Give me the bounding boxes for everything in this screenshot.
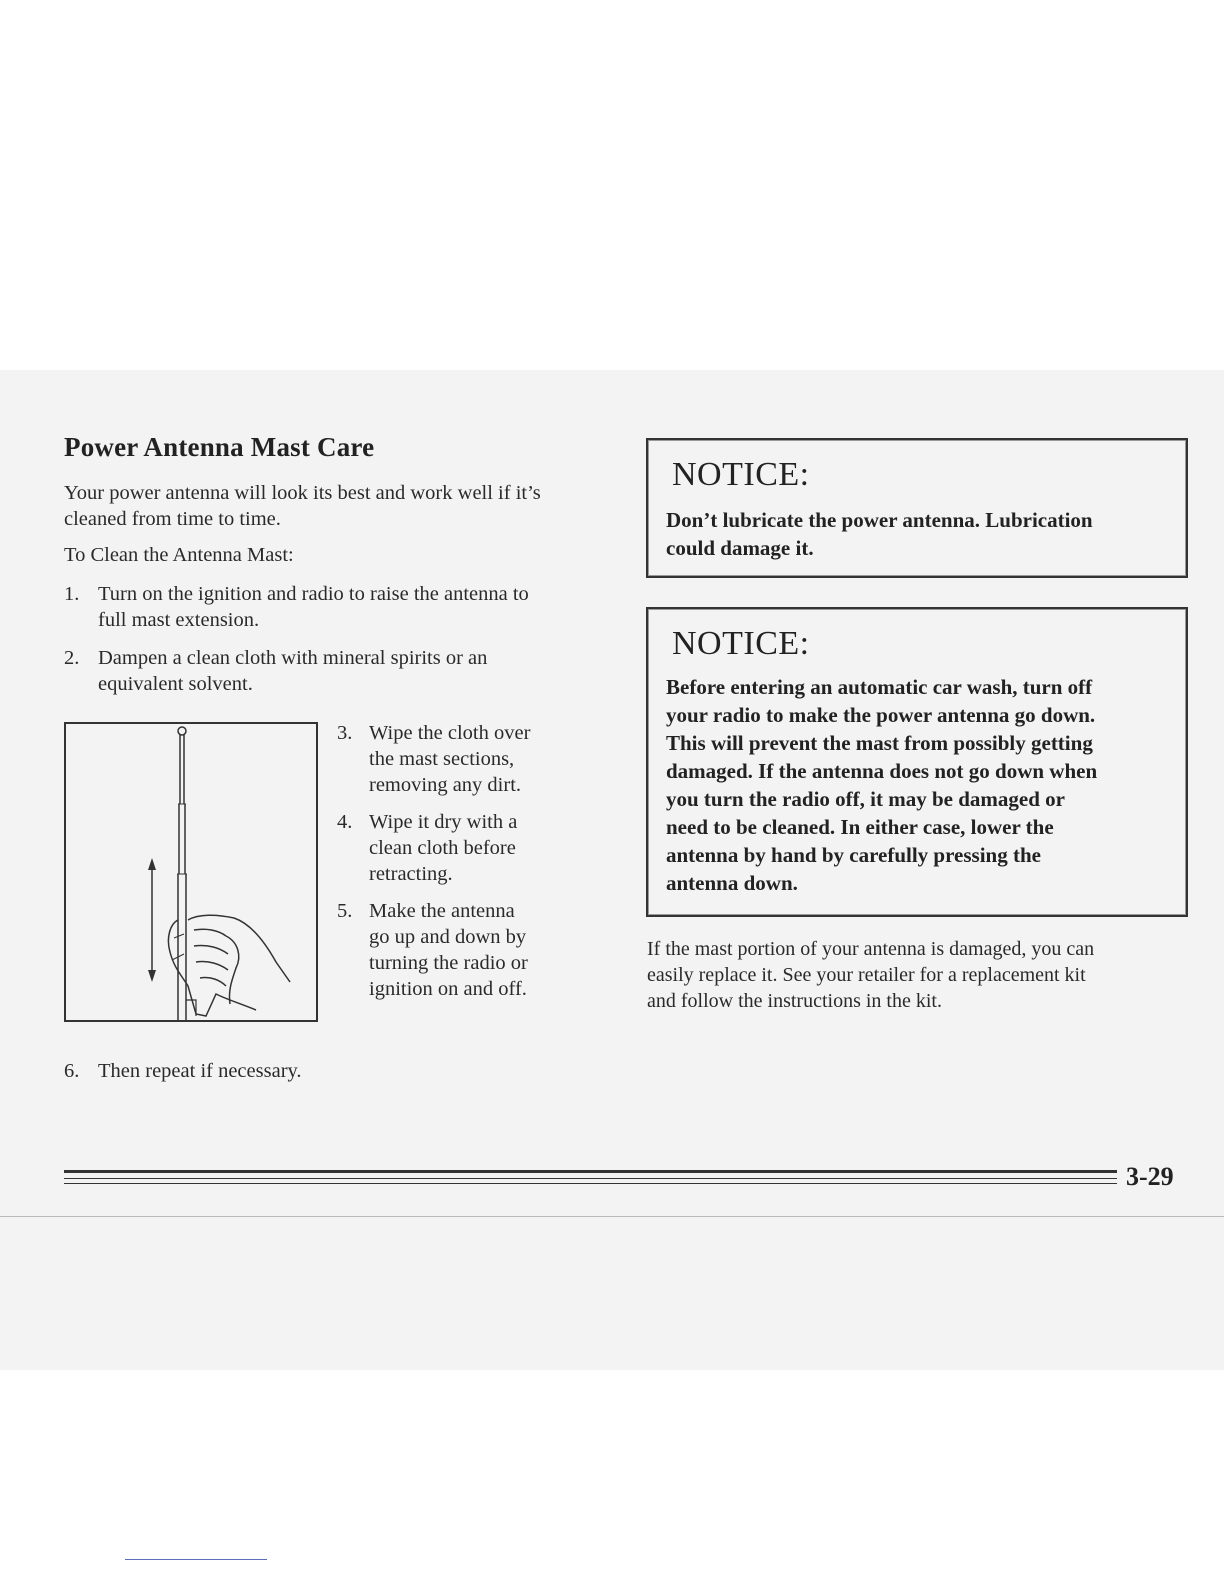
- paragraph-line: and follow the instructions in the kit.: [647, 990, 942, 1012]
- notice-line: antenna by hand by carefully pressing the: [666, 843, 1041, 867]
- step-line: clean cloth before: [369, 837, 516, 859]
- step-line: equivalent solvent.: [98, 673, 253, 695]
- section-title: Power Antenna Mast Care: [64, 432, 375, 462]
- footer-rule-thin: [64, 1183, 1117, 1184]
- notice-line: you turn the radio off, it may be damaged or: [666, 787, 1065, 811]
- step-line: full mast extension.: [98, 609, 260, 631]
- footer-rule-thin: [64, 1178, 1117, 1179]
- subheading: To Clean the Antenna Mast:: [64, 544, 294, 566]
- step-line: the mast sections,: [369, 748, 515, 770]
- notice-line: could damage it.: [666, 536, 814, 560]
- step-line: Then repeat if necessary.: [98, 1060, 302, 1082]
- step-line: Dampen a clean cloth with mineral spirits or an: [98, 647, 488, 669]
- list-item-step-1: [64, 581, 604, 633]
- bottom-underline-link[interactable]: [125, 1559, 267, 1560]
- antenna-illustration: [64, 722, 318, 1022]
- notice-line: need to be cleaned. In either case, lower the: [666, 815, 1054, 839]
- replacement-paragraph: [647, 936, 1187, 1014]
- notice-box-lubrication: [646, 438, 1188, 578]
- notice-line: Don’t lubricate the power antenna. Lubrication: [666, 508, 1093, 532]
- notice-line: antenna down.: [666, 871, 798, 895]
- step-number: 4.: [337, 811, 353, 833]
- list-item-step-5: [337, 898, 597, 1002]
- notice-line: your radio to make the power antenna go down.: [666, 703, 1096, 727]
- step-line: turning the radio or: [369, 952, 528, 974]
- notice-box-car-wash: [646, 607, 1188, 917]
- page-number: 3-29: [1126, 1162, 1174, 1191]
- footer-rule-thick: [64, 1170, 1117, 1173]
- notice-line: damaged. If the antenna does not go down when: [666, 759, 1098, 783]
- divider: [0, 1216, 1224, 1217]
- step-number: 6.: [64, 1060, 80, 1082]
- notice-title: NOTICE:: [672, 625, 810, 662]
- notice-line: Before entering an automatic car wash, turn off: [666, 675, 1093, 699]
- step-number: 1.: [64, 583, 80, 605]
- list-item-step-4: [337, 809, 597, 887]
- step-line: Turn on the ignition and radio to raise the antenna to: [98, 583, 529, 605]
- notice-title: NOTICE:: [672, 456, 810, 493]
- step-line: Wipe it dry with a: [369, 811, 518, 833]
- intro-paragraph: [64, 480, 604, 532]
- notice-body: [666, 506, 1176, 562]
- list-item-step-6: [64, 1058, 464, 1084]
- step-number: 3.: [337, 722, 353, 744]
- step-line: Make the antenna: [369, 900, 515, 922]
- step-line: ignition on and off.: [369, 978, 527, 1000]
- notice-line: This will prevent the mast from possibly getting: [666, 731, 1093, 755]
- paragraph-line: If the mast portion of your antenna is damaged, you can: [647, 938, 1095, 960]
- step-line: Wipe the cloth over: [369, 722, 531, 744]
- intro-text: Your power antenna will look its best and work well if it’s cleaned from time to time.: [64, 482, 541, 530]
- step-line: removing any dirt.: [369, 774, 522, 796]
- step-number: 5.: [337, 900, 353, 922]
- step-line: go up and down by: [369, 926, 527, 948]
- step-line: retracting.: [369, 863, 453, 885]
- list-item-step-2: [64, 645, 604, 697]
- antenna-cleaning-drawing: [66, 724, 316, 1020]
- list-item-step-3: [337, 720, 597, 798]
- step-number: 2.: [64, 647, 80, 669]
- notice-body: [666, 673, 1176, 897]
- paragraph-line: easily replace it. See your retailer for a replacement kit: [647, 964, 1086, 986]
